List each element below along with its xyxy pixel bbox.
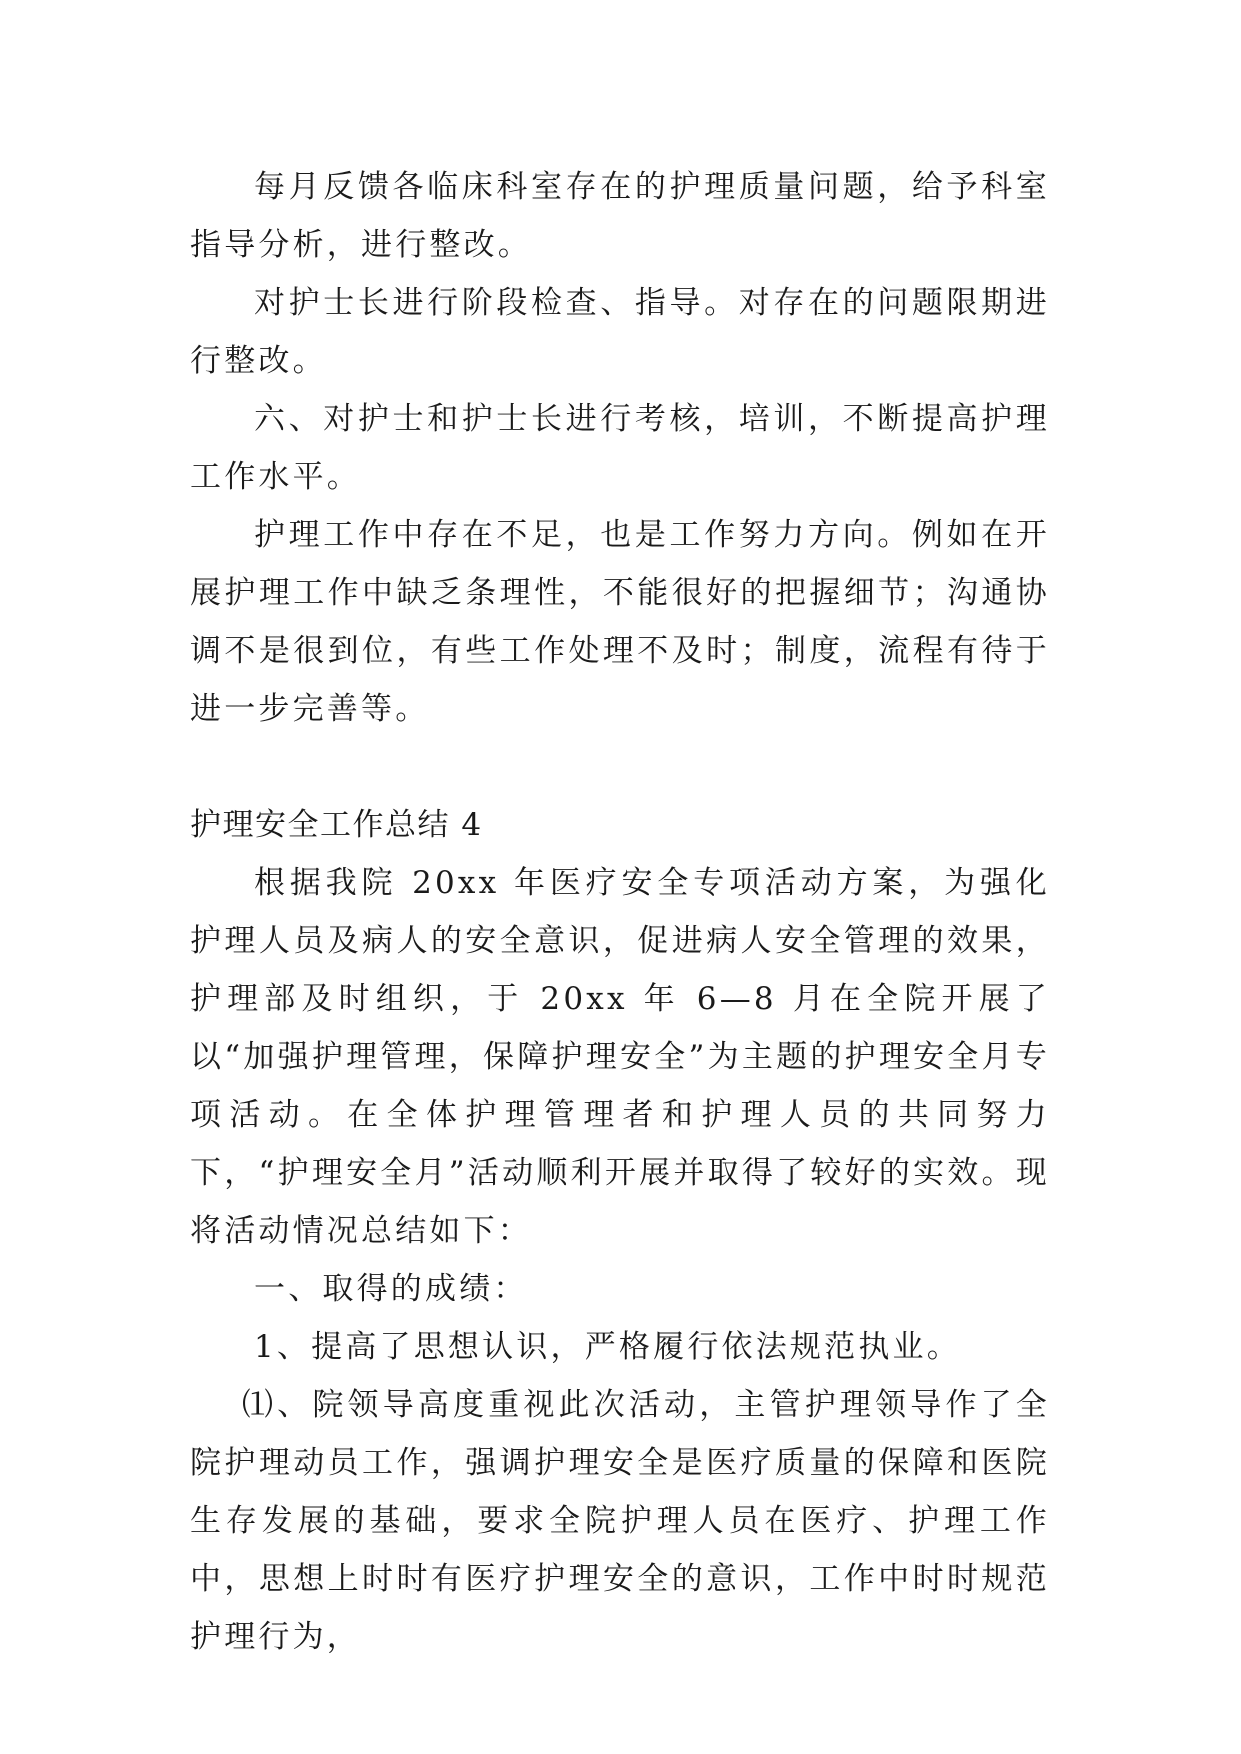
paragraph-feedback: 每月反馈各临床科室存在的护理质量问题，给予科室指导分析，进行整改。: [190, 169, 1050, 263]
section-title: 护理安全工作总结 4: [190, 807, 483, 843]
paragraph-subpoint-1: ⑴、院领导高度重视此次活动，主管护理领导作了全院护理动员工作，强调护理安全是医疗质量的保障和医院生存发展的基础，要求全院护理人员在医疗、护理工作中，思想上时时有医疗护理安全的意识，工作中时时规范护理行为，: [190, 1387, 1050, 1655]
paragraph-head-nurse-check: 对护士长进行阶段检查、指导。对存在的问题限期进行整改。: [190, 285, 1050, 379]
paragraph-activity-overview: 根据我院 20xx 年医疗安全专项活动方案，为强化护理人员及病人的安全意识，促进病人安全管理的效果，护理部及时组织，于 20xx 年 6—8 月在全院开展了以“加强护理管理，保障护理安全”为主题的护理安全月专项活动。在全体护理管理者和护理人员的共同努力下，“护理安全月”活动顺利开展并取得了较好的实效。现将活动情况总结如下：: [190, 865, 1050, 1249]
document-body: [190, 158, 1050, 1666]
paragraph-assessment-training: 六、对护士和护士长进行考核，培训，不断提高护理工作水平。: [190, 401, 1050, 495]
paragraph-achievements-heading: 一、取得的成绩：: [254, 1271, 528, 1307]
paragraph-point-1: 1、提高了思想认识，严格履行依法规范执业。: [254, 1329, 961, 1365]
paragraph-shortcomings: 护理工作中存在不足，也是工作努力方向。例如在开展护理工作中缺乏条理性，不能很好的把握细节；沟通协调不是很到位，有些工作处理不及时；制度，流程有待于进一步完善等。: [190, 517, 1050, 727]
